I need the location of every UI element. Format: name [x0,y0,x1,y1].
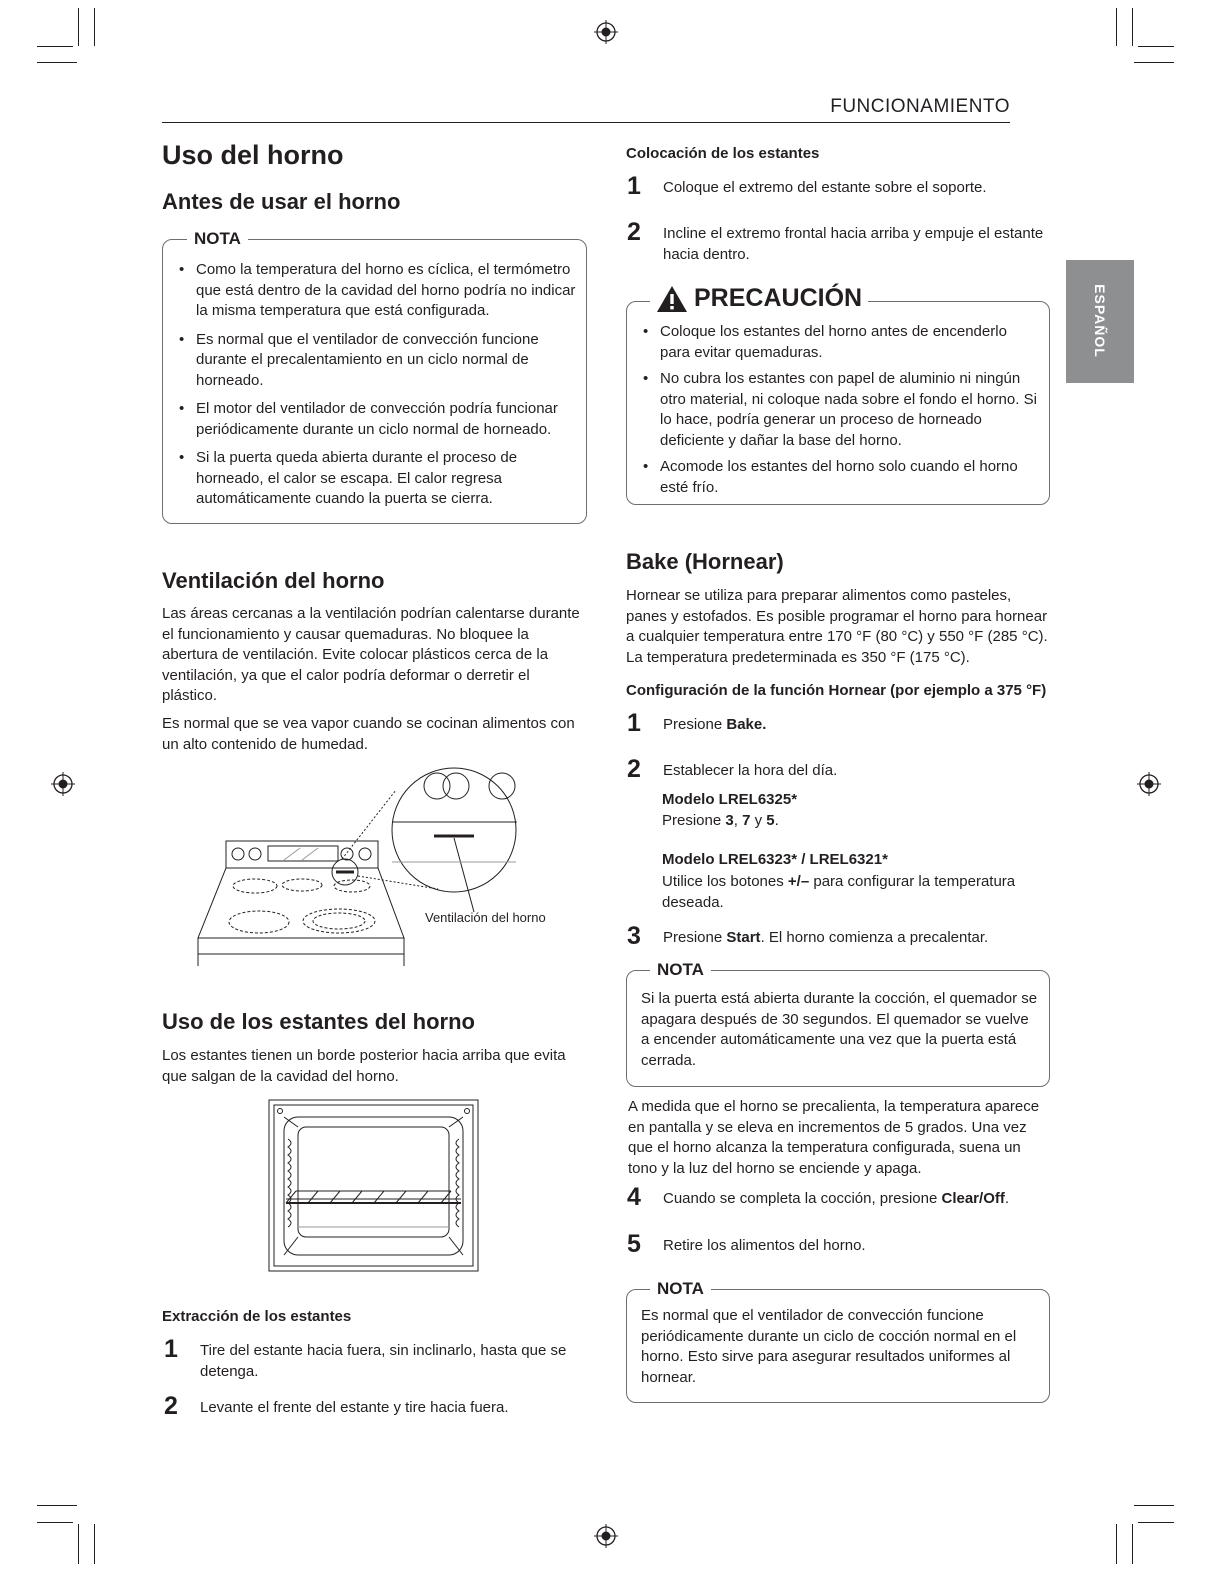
step-number: 2 [627,755,641,783]
bake-heading: Bake (Hornear) [626,549,784,574]
step-number: 3 [627,922,641,950]
caution-list [640,322,1040,506]
step-text: Presione Start. El horno comienza a precalentar. [663,929,989,946]
list-item: • No cubra los estantes con papel de aluminio ni ningún otro material, ni coloque nada sobre el fondo el horno. Si lo hace, podría generar un proceso de horneado deficiente y dañar la base del horno. [640,369,1040,451]
warning-icon [656,285,688,313]
list-item: • Si la puerta queda abierta durante el proceso de horneado, el calor se escapa. El calor regresa automáticamente cuando la puerta se cierra. [176,448,576,510]
note-label: NOTA [187,229,248,249]
note-label: NOTA [650,960,711,980]
preheat-paragraph: A medida que el horno se precalienta, la temperatura aparece en pantalla y se eleva en incrementos de 5 grados. Una vez que el horno alcanza la temperatura configurada, suena un tono y la luz del horno se enciende y apaga. [628,1098,1040,1177]
ventilation-heading: Ventilación del horno [162,568,385,593]
step-number: 5 [627,1230,641,1258]
section-header: FUNCIONAMIENTO [830,96,1010,117]
racks-paragraph: Los estantes tienen un borde posterior hacia arriba que evita que salgan de la cavidad del horno. [162,1047,566,1085]
step-number: 2 [164,1392,178,1420]
registration-mark-icon [594,1524,618,1548]
placement-heading: Colocación de los estantes [626,145,820,162]
oven-racks-illustration [268,1099,480,1273]
model-b-instruction: Utilice los botones +/– para configurar la temperatura deseada. [662,873,1016,911]
list-item: • Como la temperatura del horno es cíclica, el termómetro que está dentro de la cavidad del horno podría no indicar la misma temperatura que está configurada. [176,260,576,322]
before-use-heading: Antes de usar el horno [162,189,401,214]
list-item: • Es normal que el ventilador de convección funcione durante el precalentamiento en un ciclo normal de horneado. [176,330,576,392]
caution-label-group [650,284,868,313]
model-a-label: Modelo LREL6325* [662,791,798,808]
removal-heading: Extracción de los estantes [162,1308,352,1325]
page-title: Uso del horno [162,140,344,170]
registration-mark-icon [51,772,75,796]
step-number: 1 [627,172,641,200]
step-text: Levante el frente del estante y tire hacia fuera. [200,1399,509,1416]
caution-label: PRECAUCIÓN [694,284,863,312]
list-item: • Coloque los estantes del horno antes de encenderlo para evitar quemaduras. [640,322,1040,363]
note-list-before-use [176,260,576,518]
model-a-instruction: Presione 3, 7 y 5. [662,812,779,829]
step-text: Presione Bake. [663,716,767,733]
note-label: NOTA [650,1279,711,1299]
header-rule [162,122,1010,123]
registration-mark-icon [594,20,618,44]
note-fan-text: Es normal que el ventilador de convección funcione periódicamente durante un ciclo de cocción normal en el horno. Esto sirve para asegurar resultados uniformes al hornear. [641,1307,1017,1386]
range-ventilation-illustration [192,762,522,968]
registration-mark-icon [1137,772,1161,796]
step-number: 2 [627,218,641,246]
language-tab [1066,260,1134,383]
bake-paragraph: Hornear se utiliza para preparar alimentos como pasteles, panes y estofados. Es posible programar el horno para hornear a cualquier temperatura entre 170 °F (80 °C) y 550 °F (285 °C). La temperatura predeterminada es 350 °F (175 °C). [626,587,1048,666]
note-door-text: Si la puerta está abierta durante la cocción, el quemador se apagara después de 30 segundos. El quemador se vuelve a encender automáticamente una vez que la puerta está cerrada. [641,990,1038,1069]
step-text: Retire los alimentos del horno. [663,1237,866,1254]
list-item: • Acomode los estantes del horno solo cuando el horno esté frío. [640,457,1040,498]
step-text: Cuando se completa la cocción, presione Clear/Off. [663,1190,1010,1207]
step-text: Incline el extremo frontal hacia arriba y empuje el estante hacia dentro. [663,225,1044,263]
bake-config-heading: Configuración de la función Hornear (por ejemplo a 375 °F) [626,682,1047,699]
step-number: 4 [627,1183,641,1211]
racks-heading: Uso de los estantes del horno [162,1009,475,1034]
step-text: Tire del estante hacia fuera, sin inclinarlo, hasta que se detenga. [200,1342,567,1380]
model-b-label: Modelo LREL6323* / LREL6321* [662,851,888,868]
step-text: Coloque el extremo del estante sobre el soporte. [663,179,987,196]
ventilation-caption: Ventilación del horno [425,910,546,925]
ventilation-paragraph: Las áreas cercanas a la ventilación podrían calentarse durante el funcionamiento y causar quemaduras. No bloquee la abertura de ventilación. Evite colocar plásticos cerca de la ventilación, ya que el calor podría deformar o derretir el plástico. [162,605,580,704]
language-tab-label: ESPAÑOL [1092,284,1108,358]
step-number: 1 [164,1335,178,1363]
step-number: 1 [627,709,641,737]
list-item: • El motor del ventilador de convección podría funcionar periódicamente durante un ciclo normal de horneado. [176,399,576,440]
step-text: Establecer la hora del día. [663,762,838,779]
ventilation-steam-paragraph: Es normal que se vea vapor cuando se cocinan alimentos con un alto contenido de humedad. [162,715,575,753]
